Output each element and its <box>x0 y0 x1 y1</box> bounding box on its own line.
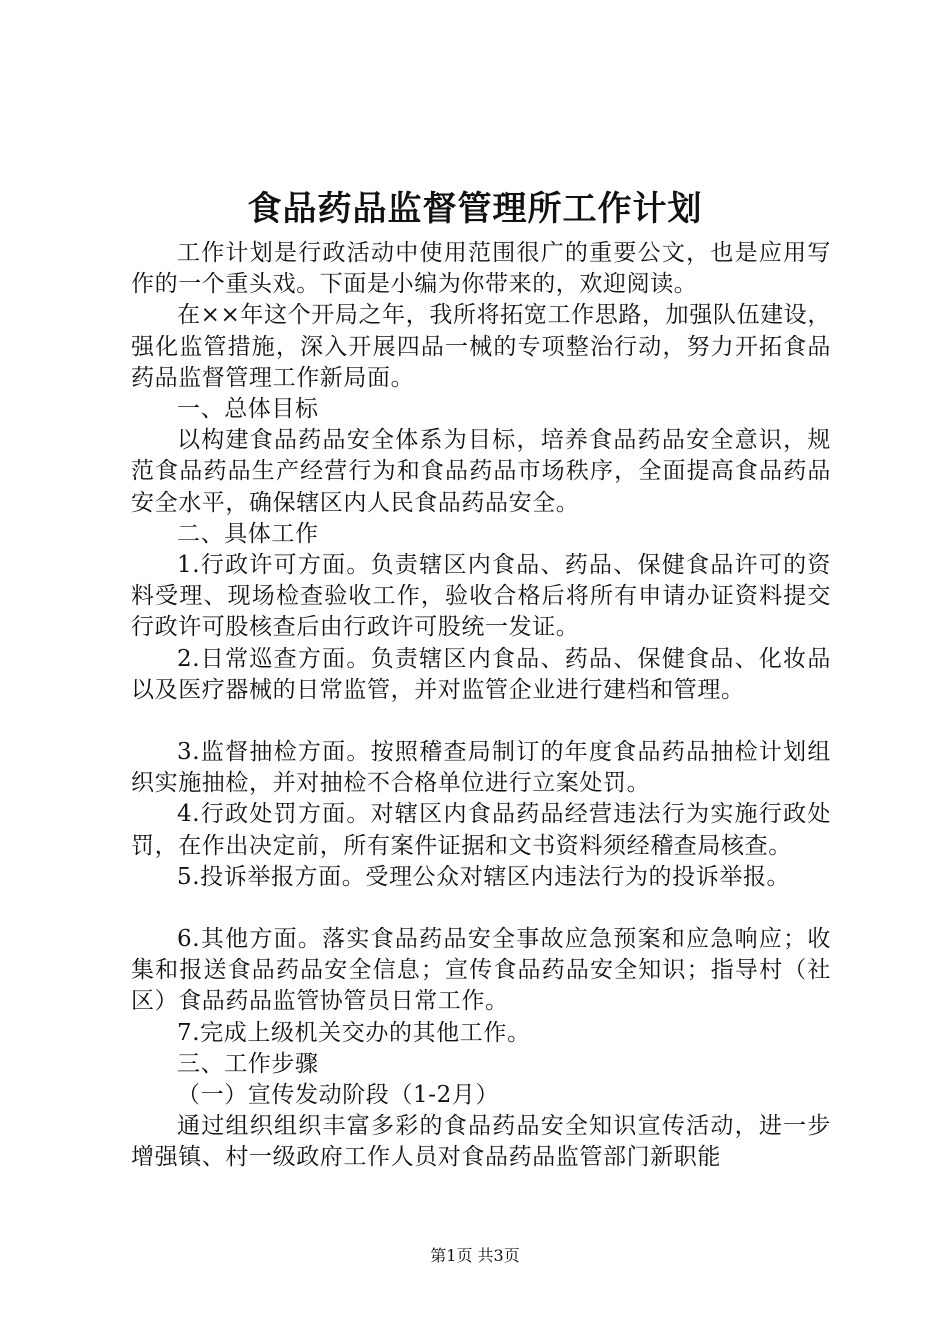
intro-paragraph: 工作计划是行政活动中使用范围很广的重要公文，也是应用写作的一个重头戏。下面是小编为你带来的，欢迎阅读。 <box>131 240 831 298</box>
task-item-4: 4.行政处罚方面。对辖区内食品药品经营违法行为实施行政处罚，在作出决定前，所有案件证据和文书资料须经稽查局核查。 <box>131 801 831 859</box>
document-body <box>131 238 831 1174</box>
step-paragraph-1: 通过组织组织丰富多彩的食品药品安全知识宣传活动，进一步增强镇、村一级政府工作人员对食品药品监管部门新职能 <box>131 1113 831 1171</box>
task-item-1: 1.行政许可方面。负责辖区内食品、药品、保健食品许可的资料受理、现场检查验收工作，验收合格后将所有申请办证资料提交行政许可股核查后由行政许可股统一发证。 <box>131 552 831 641</box>
section-heading-steps: 三、工作步骤 <box>177 1050 319 1077</box>
task-item-3: 3.监督抽检方面。按照稽查局制订的年度食品药品抽检计划组织实施抽检，并对抽检不合格单位进行立案处罚。 <box>131 739 831 797</box>
section-heading-goals: 一、总体目标 <box>177 396 319 423</box>
task-item-7: 7.完成上级机关交办的其他工作。 <box>177 1019 531 1046</box>
task-item-6: 6.其他方面。落实食品药品安全事故应急预案和应急响应；收集和报送食品药品安全信息；宣传食品药品安全知识；指导村（社区）食品药品监管协管员日常工作。 <box>131 926 831 1015</box>
task-item-5: 5.投诉举报方面。受理公众对辖区内违法行为的投诉举报。 <box>177 863 791 890</box>
page-number-footer: 第1页 共3页 <box>430 1246 520 1265</box>
document-title: 食品药品监督管理所工作计划 <box>247 189 703 229</box>
goals-paragraph: 以构建食品药品安全体系为目标，培养食品药品安全意识，规范食品药品生产经营行为和食品药品市场秩序，全面提高食品药品安全水平，确保辖区内人民食品药品安全。 <box>131 427 831 516</box>
opening-paragraph: 在××年这个开局之年，我所将拓宽工作思路，加强队伍建设，强化监管措施，深入开展四品一械的专项整治行动，努力开拓食品药品监督管理工作新局面。 <box>131 302 831 391</box>
task-item-2: 2.日常巡查方面。负责辖区内食品、药品、保健食品、化妆品以及医疗器械的日常监管，并对监管企业进行建档和管理。 <box>131 645 831 703</box>
section-heading-tasks: 二、具体工作 <box>177 520 319 547</box>
step-heading-1: （一）宣传发动阶段（1-2月） <box>177 1082 500 1109</box>
